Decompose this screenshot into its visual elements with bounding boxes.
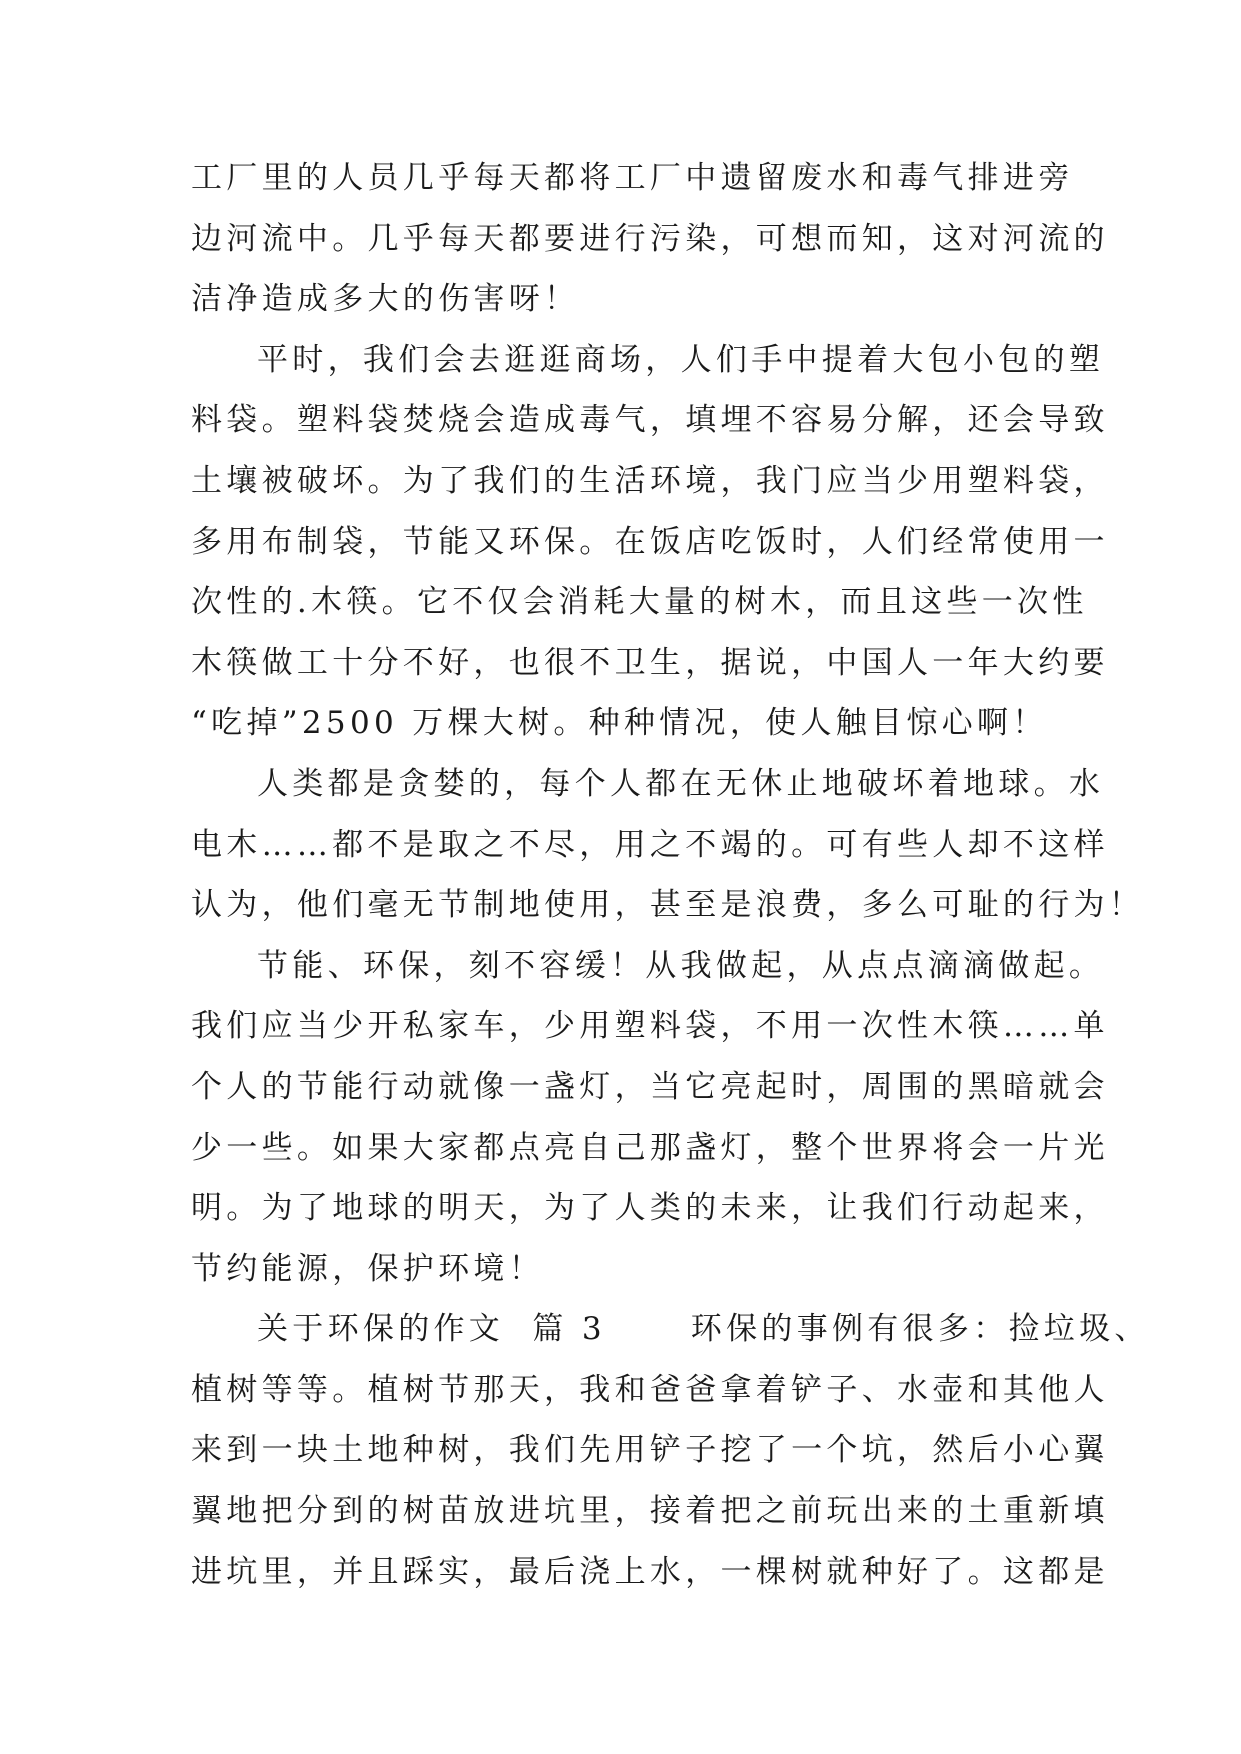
text-line: 洁净造成多大的伤害呀！ bbox=[191, 281, 580, 318]
text-line: 多用布制袋，节能又环保。在饭店吃饭时，人们经常使用一 bbox=[191, 523, 1109, 560]
text-line: 认为，他们毫无节制地使用，甚至是浪费，多么可耻的行为！ bbox=[191, 887, 1145, 924]
text-line: 个人的节能行动就像一盏灯，当它亮起时，周围的黑暗就会 bbox=[191, 1068, 1109, 1105]
text-line: 来到一块土地种树，我们先用铲子挖了一个坑，然后小心翼 bbox=[191, 1432, 1109, 1469]
paragraph-start-line: 平时，我们会去逛逛商场，人们手中提着大包小包的塑 bbox=[257, 341, 1105, 378]
text-line: 翼地把分到的树苗放进坑里，接着把之前玩出来的土重新填 bbox=[191, 1493, 1109, 1530]
section-heading-line: 关于环保的作文 篇 3 环保的事例有很多：捡垃圾、 bbox=[257, 1311, 1150, 1348]
text-line: 土壤被破坏。为了我们的生活环境，我门应当少用塑料袋， bbox=[191, 462, 1109, 499]
text-line: 电木……都不是取之不尽，用之不竭的。可有些人却不这样 bbox=[191, 826, 1109, 863]
text-line: 明。为了地球的明天，为了人类的未来，让我们行动起来， bbox=[191, 1190, 1109, 1227]
text-line: 少一些。如果大家都点亮自己那盏灯，整个世界将会一片光 bbox=[191, 1129, 1109, 1166]
text-line: 次性的.木筷。它不仅会消耗大量的树木，而且这些一次性 bbox=[191, 584, 1088, 621]
text-line: 进坑里，并且踩实，最后浇上水，一棵树就种好了。这都是 bbox=[191, 1553, 1109, 1590]
text-line: 植树等等。植树节那天，我和爸爸拿着铲子、水壶和其他人 bbox=[191, 1371, 1109, 1408]
paragraph-start-line: 人类都是贪婪的，每个人都在无休止地破坏着地球。水 bbox=[257, 765, 1105, 802]
paragraph-start-line: 节能、环保，刻不容缓！从我做起，从点点滴滴做起。 bbox=[257, 947, 1105, 984]
text-line: 节约能源，保护环境！ bbox=[191, 1250, 544, 1287]
text-line: 料袋。塑料袋焚烧会造成毒气，填埋不容易分解，还会导致 bbox=[191, 402, 1109, 439]
text-line: 边河流中。几乎每天都要进行污染，可想而知，这对河流的 bbox=[191, 220, 1109, 257]
text-line: 工厂里的人员几乎每天都将工厂中遗留废水和毒气排进旁 bbox=[191, 160, 1074, 196]
text-line: 木筷做工十分不好，也很不卫生，据说，中国人一年大约要 bbox=[191, 644, 1109, 681]
text-line: 我们应当少开私家车，少用塑料袋，不用一次性木筷……单 bbox=[191, 1008, 1109, 1045]
text-line: “吃掉”2500 万棵大树。种种情况，使人触目惊心啊！ bbox=[191, 705, 1048, 742]
essay-body bbox=[191, 148, 1150, 1602]
